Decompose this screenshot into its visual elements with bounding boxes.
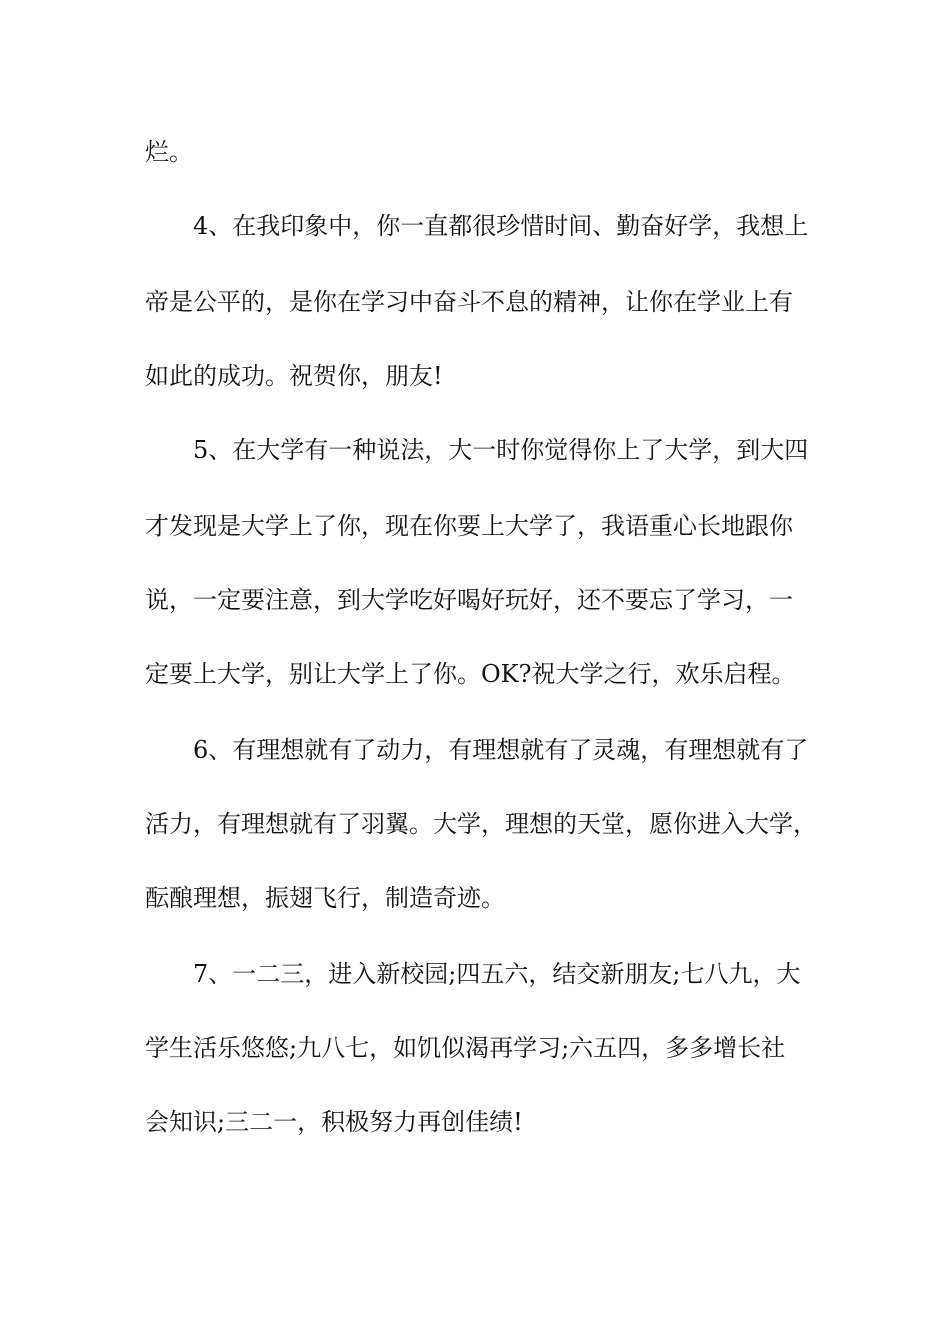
paragraph-7-line-1: 7、一二三，进入新校园;四五六，结交新朋友;七八九，大 [193,960,801,988]
text-line: 烂。 [145,138,193,166]
paragraph-4-line-3: 如此的成功。祝贺你，朋友! [145,362,443,390]
paragraph-4-line-2: 帝是公平的，是你在学习中奋斗不息的精神，让你在学业上有 [145,288,793,316]
paragraph-6-line-3: 酝酿理想，振翅飞行，制造奇迹。 [145,884,505,912]
paragraph-6-line-2: 活力，有理想就有了羽翼。大学，理想的天堂，愿你进入大学， [145,810,817,838]
paragraph-5-line-1: 5、在大学有一种说法，大一时你觉得你上了大学，到大四 [193,436,809,464]
paragraph-4-line-1: 4、在我印象中，你一直都很珍惜时间、勤奋好学，我想上 [193,212,809,240]
paragraph-6-line-1: 6、有理想就有了动力，有理想就有了灵魂，有理想就有了 [193,736,809,764]
paragraph-5-line-3: 说，一定要注意，到大学吃好喝好玩好，还不要忘了学习，一 [145,586,793,614]
paragraph-5-line-4: 定要上大学，别让大学上了你。OK?祝大学之行，欢乐启程。 [145,660,796,688]
paragraph-7-line-2: 学生活乐悠悠;九八七，如饥似渴再学习;六五四，多多增长社 [145,1034,786,1062]
paragraph-5-line-2: 才发现是大学上了你，现在你要上大学了，我语重心长地跟你 [145,512,793,540]
paragraph-7-line-3: 会知识;三二一，积极努力再创佳绩! [145,1108,523,1136]
